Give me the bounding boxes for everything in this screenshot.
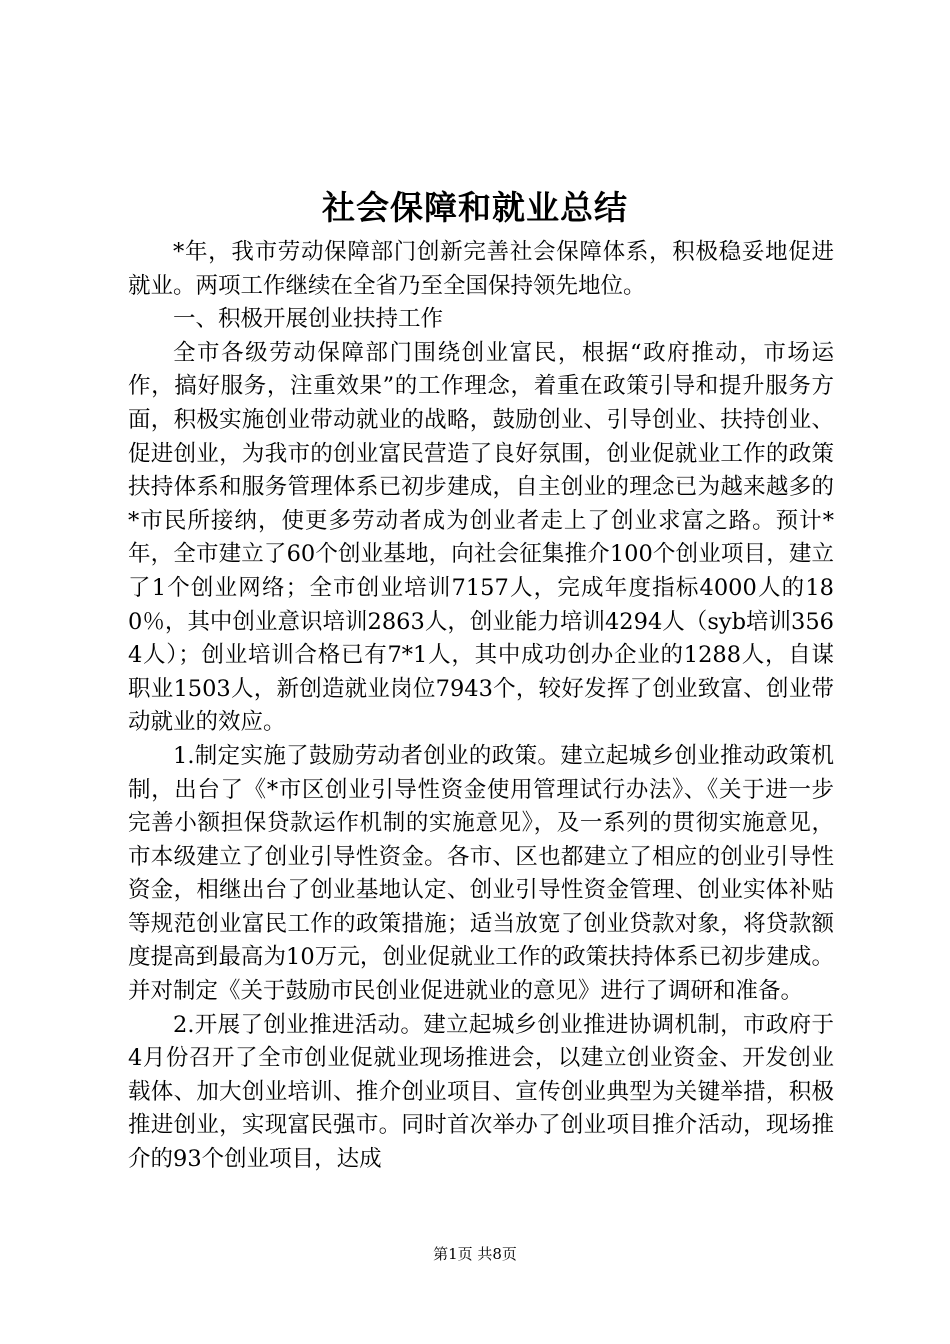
page-footer: 第1页 共8页 xyxy=(433,1245,517,1263)
section-heading-1: 一、积极开展创业扶持工作 xyxy=(173,306,444,333)
paragraph-policy: 1.制定实施了鼓励劳动者创业的政策。建立起城乡创业推动政策机制，出台了《*市区创业引导性资金使用管理试行办法》、《关于进一步完善小额担保贷款运作机制的实施意见》，及一系列的贯彻实施意见，市本级建立了创业引导性资金。各市、区也都建立了相应的创业引导性资金，相继出台了创业基地认定、创业引导性资金管理、创业实体补贴等规范创业富民工作的政策措施；适当放宽了创业贷款对象，将贷款额度提高到最高为10万元，创业促就业工作的政策扶持体系已初步建成。并对制定《关于鼓励市民创业促进就业的意见》进行了调研和准备。 xyxy=(128,742,834,1005)
document-body xyxy=(128,236,834,1177)
paragraph-activities: 2.开展了创业推进活动。建立起城乡创业推进协调机制，市政府于4月份召开了全市创业促就业现场推进会，以建立创业资金、开发创业载体、加大创业培训、推介创业项目、宣传创业典型为关键举措，积极推进创业，实现富民强市。同时首次举办了创业项目推介活动，现场推介的93个创业项目，达成 xyxy=(128,1011,834,1173)
paragraph-overview: 全市各级劳动保障部门围绕创业富民，根据“政府推动，市场运作，搞好服务，注重效果”的工作理念，着重在政策引导和提升服务方面，积极实施创业带动就业的战略，鼓励创业、引导创业、扶持创业、促进创业，为我市的创业富民营造了良好氛围，创业促就业工作的政策扶持体系和服务管理体系已初步建成，自主创业的理念已为越来越多的*市民所接纳，使更多劳动者成为创业者走上了创业求富之路。预计*年，全市建立了60个创业基地，向社会征集推介100个创业项目，建立了1个创业网络；全市创业培训7157人，完成年度指标4000人的180％，其中创业意识培训2863人，创业能力培训4294人（syb培训3564人）；创业培训合格已有7*1人，其中成功创办企业的1288人，自谋职业1503人，新创造就业岗位7943个，较好发挥了创业致富、创业带动就业的效应。 xyxy=(128,339,834,736)
document-title: 社会保障和就业总结 xyxy=(322,188,628,227)
paragraph-intro: *年，我市劳动保障部门创新完善社会保障体系，积极稳妥地促进就业。两项工作继续在全省乃至全国保持领先地位。 xyxy=(128,239,834,299)
